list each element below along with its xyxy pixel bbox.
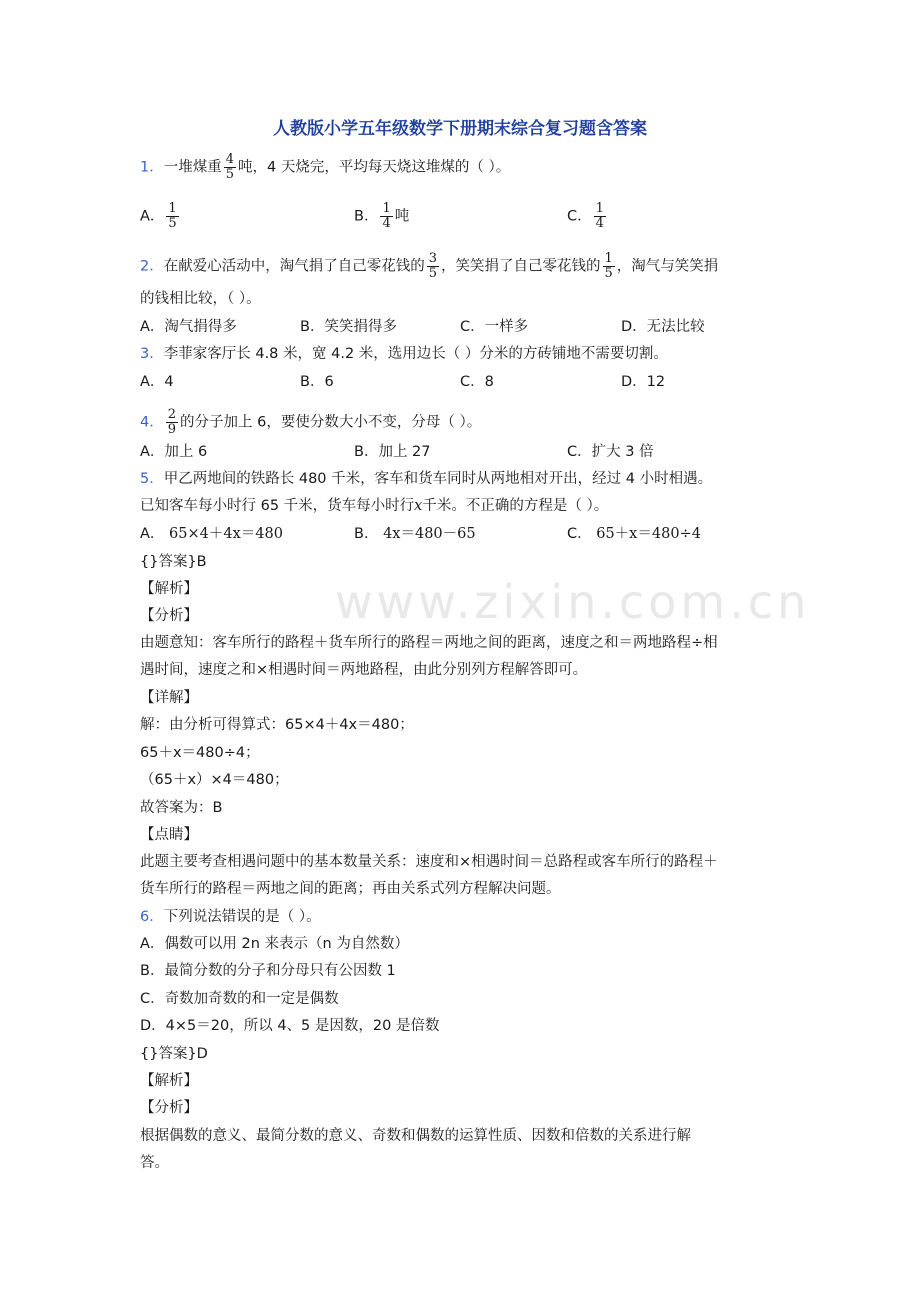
analysis-text: 根据偶数的意义、最简分数的意义、奇数和偶数的运算性质、因数和倍数的关系进行解 [140,1128,691,1144]
option-suffix: 吨 [394,208,410,225]
question-number: 6． [140,909,164,925]
denominator: 4 [382,216,391,231]
question-number: 2． [140,258,164,275]
question-2 [140,252,718,281]
denominator: 4 [595,216,604,231]
fraction [166,408,178,437]
question-number: 5． [140,471,164,487]
question-text: ，笑笑捐了自己零花钱的 [441,258,601,275]
solution-text: （65＋x）×4＝480； [140,772,289,788]
numerator: 1 [168,201,177,216]
question-4 [140,408,481,437]
watermark: www.zixin.com.cn [335,575,811,629]
equation: 65＋x＝480÷4 [596,526,701,542]
option-label: A． [140,208,165,225]
question-text: 一堆煤重 [163,159,222,176]
option-c: C．扩大 3 倍 [567,444,654,460]
page-title: 人教版小学五年级数学下册期末综合复习题含答案 [273,119,647,139]
question-text: ，淘气与笑笑捐 [616,258,719,275]
question-text: 下列说法错误的是（ ）。 [163,909,321,925]
numerator: 3 [428,251,438,266]
option-c: C．8 [460,374,494,390]
option-label: C． [567,208,592,225]
fraction [594,202,606,231]
analysis-text: 遇时间，速度之和×相遇时间＝两地路程，由此分别列方程解答即可。 [140,662,588,678]
option-b: B．加上 27 [354,444,431,460]
question-text: 在献爱心活动中，淘气捐了自己零花钱的 [163,258,425,275]
question-text: 千米。不正确的方程是（ ）。 [422,498,609,514]
solution-text: 解：由分析可得算式：65×4＋4x＝480； [140,717,414,733]
option-label: A． [140,526,165,542]
variable: x [414,498,423,514]
option-c [567,525,701,543]
analysis-text: 答。 [140,1155,169,1171]
option-a [140,202,181,231]
numerator: 2 [167,407,177,422]
option-c: C．一样多 [460,319,529,335]
option-a: A．偶数可以用 2n 来表示（n 为自然数） [140,936,409,952]
option-a [140,525,283,543]
solution-text: 故答案为：B [140,800,223,816]
option-c [567,202,608,231]
answer-line: {}答案}B [140,554,207,570]
question-number: 1． [140,159,164,176]
option-label: B． [354,208,379,225]
fraction [224,153,236,182]
question-text: 已知客车每小时行 65 千米，货车每小时行 [140,498,415,514]
answer-line: {}答案}D [140,1046,208,1062]
fraction [166,202,178,231]
fraction [380,202,392,231]
option-b: B．6 [300,374,334,390]
question-text-continued: 的钱相比较，（ ）。 [140,291,261,307]
section-heading-jiexi: 【解析】 [140,581,198,597]
question-text: 李菲家客厅长 4.8 米，宽 4.2 米，选用边长（ ）分米的方砖铺地不需要切割。 [163,346,668,362]
option-d: D．无法比较 [621,319,705,335]
question-number: 4． [140,414,164,431]
section-heading-dianjing: 【点睛】 [140,827,198,843]
option-b: B．最简分数的分子和分母只有公因数 1 [140,963,396,979]
section-heading-xiangjie: 【详解】 [140,690,198,706]
question-text: 甲乙两地间的铁路长 480 千米，客车和货车同时从两地相对开出，经过 4 小时相遇。 [163,471,713,487]
equation: 65×4＋4x＝480 [169,526,283,542]
option-c: C．奇数加奇数的和一定是偶数 [140,991,339,1007]
comment-text: 此题主要考查相遇问题中的基本数量关系：速度和×相遇时间＝总路程或客车所行的路程＋ [140,854,718,870]
question-text: 吨，4 天烧完，平均每天烧这堆煤的（ ）。 [238,159,511,176]
question-number: 3． [140,346,164,362]
option-b [354,202,409,231]
numerator: 1 [382,201,391,216]
section-heading-fenxi: 【分析】 [140,1100,198,1116]
option-a: A．加上 6 [140,444,208,460]
question-text-continued [140,497,608,515]
option-label: C． [567,526,592,542]
option-b [354,525,476,543]
equation: 4x＝480－65 [383,526,476,542]
comment-text: 货车所行的路程＝两地之间的距离；再由关系式列方程解决问题。 [140,881,561,897]
question-text: 的分子加上 6，要使分数大小不变，分母（ ）。 [180,414,482,431]
section-heading-jiexi: 【解析】 [140,1073,198,1089]
solution-text: 65＋x＝480÷4； [140,745,260,761]
numerator: 1 [595,201,604,216]
denominator: 5 [604,266,613,281]
question-1 [140,153,510,182]
fraction [427,252,439,281]
option-a: A．4 [140,374,174,390]
denominator: 9 [167,422,177,437]
denominator: 5 [225,167,235,182]
analysis-text: 由题意知：客车所行的路程＋货车所行的路程＝两地之间的距离，速度之和＝两地路程÷相 [140,635,718,651]
option-d: D．12 [621,374,666,390]
denominator: 5 [168,216,177,231]
question-3 [140,345,668,363]
question-6 [140,908,321,926]
option-label: B． [354,526,379,542]
denominator: 5 [428,266,438,281]
question-5 [140,470,712,488]
fraction [603,252,615,281]
numerator: 1 [604,251,613,266]
option-d: D．4×5＝20，所以 4、5 是因数，20 是倍数 [140,1018,440,1034]
numerator: 4 [225,152,235,167]
option-b: B．笑笑捐得多 [300,319,397,335]
option-a: A．淘气捐得多 [140,319,237,335]
section-heading-fenxi: 【分析】 [140,608,198,624]
